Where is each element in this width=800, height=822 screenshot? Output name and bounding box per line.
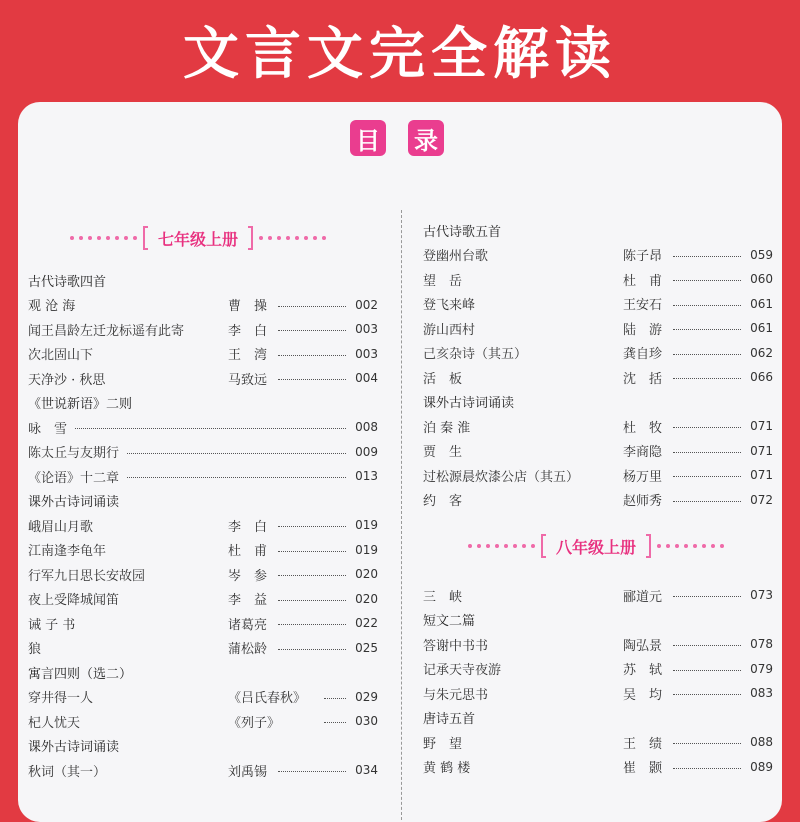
toc-entry[interactable]: [423, 292, 773, 316]
toc-entry[interactable]: [28, 587, 378, 611]
decor-dot: [322, 236, 326, 240]
toc-entry-page: 025: [355, 640, 378, 655]
toc-entry-page: 078: [750, 637, 773, 651]
dot-leader-decoration: [70, 236, 137, 240]
decor-dot: [286, 236, 290, 240]
dot-leader: [324, 722, 346, 723]
toc-entry[interactable]: [423, 267, 773, 291]
dot-leader: [278, 575, 346, 576]
toc-entry-title: 穿井得一人: [28, 691, 94, 706]
toc-entry[interactable]: [423, 316, 773, 340]
toc-section-heading: [423, 608, 773, 632]
dot-leader: [75, 428, 346, 429]
toc-entry-page: 029: [355, 689, 378, 704]
decor-dot: [70, 236, 74, 240]
toc-entry[interactable]: [28, 293, 378, 317]
toc-entry-author: 李 白: [228, 519, 268, 535]
bracket-right: [248, 226, 253, 250]
decor-dot: [79, 236, 83, 240]
toc-entry[interactable]: [423, 365, 773, 389]
toc-entry[interactable]: [423, 681, 773, 705]
toc-entry[interactable]: [28, 464, 378, 488]
toc-entry-title: 课外古诗词诵读: [28, 740, 120, 755]
decor-dot: [666, 544, 670, 548]
toc-entry-page: 073: [750, 588, 773, 602]
toc-entry[interactable]: [423, 414, 773, 438]
dot-leader: [673, 645, 741, 646]
toc-entry-author: 王安石: [623, 298, 663, 313]
toc-entry-title: 短文二篇: [423, 614, 476, 629]
decor-dot: [115, 236, 119, 240]
toc-entry-page: 004: [355, 371, 378, 385]
dot-leader: [278, 355, 346, 356]
toc-entry-page: 066: [750, 370, 773, 384]
toc-entry[interactable]: [28, 709, 378, 733]
toc-entry-title: 寓言四则（选二）: [28, 666, 133, 682]
toc-entry-author: 李商隐: [623, 445, 663, 460]
toc-entry-title: 三 峡: [423, 589, 463, 605]
toc-entry-page: 022: [355, 616, 378, 630]
toc-entry-title: 课外古诗词诵读: [423, 396, 515, 411]
dot-leader: [278, 771, 346, 772]
toc-entry-page: 061: [750, 321, 773, 335]
dot-leader: [673, 280, 741, 281]
toc-entry-title: 观 沧 海: [28, 299, 76, 314]
toc-entry-title: 野 望: [423, 736, 463, 752]
toc-entry-title: 答谢中书书: [423, 638, 489, 654]
toc-heading-char: 目: [350, 120, 386, 156]
toc-entry-author: 曹 操: [228, 299, 268, 314]
toc-entry-page: 019: [355, 518, 378, 532]
decor-dot: [486, 544, 490, 548]
dot-leader: [673, 596, 741, 597]
toc-entry-page: 002: [355, 297, 378, 312]
dot-leader: [278, 600, 346, 601]
toc-entry-page: 083: [750, 686, 773, 700]
dot-leader: [673, 743, 741, 744]
toc-entry-page: 013: [355, 469, 378, 483]
decor-dot: [477, 544, 481, 548]
toc-section-heading: [28, 660, 378, 684]
dot-leader: [673, 354, 741, 355]
grade-label: 八年级上册: [556, 537, 637, 557]
toc-entry-title: 夜上受降城闻笛: [28, 593, 120, 608]
decor-dot: [522, 544, 526, 548]
decor-dot: [720, 544, 724, 548]
toc-entry-author: 岑 参: [228, 568, 268, 584]
dot-leader-decoration: [259, 236, 326, 240]
dot-leader: [324, 698, 346, 699]
toc-entry-title: 约 客: [423, 494, 463, 509]
toc-entry-title: 黄 鹤 楼: [423, 761, 471, 776]
toc-entry-author: 陈子昂: [623, 249, 663, 264]
toc-entry-author: 陶弘景: [623, 638, 663, 654]
toc-entry-author: 杜 牧: [623, 420, 663, 436]
toc-entry-page: 034: [355, 763, 378, 777]
bracket-left: [541, 534, 546, 558]
toc-entry-title: 狼: [28, 642, 42, 657]
decor-dot: [295, 236, 299, 240]
toc-entry-title: 唐诗五首: [423, 712, 476, 727]
toc-entry-author: 蒲松龄: [228, 642, 268, 657]
dot-leader: [673, 694, 741, 695]
dot-leader-decoration: [657, 544, 724, 548]
dot-leader: [673, 768, 741, 769]
toc-entry[interactable]: [423, 583, 773, 607]
toc-entry-page: 003: [355, 322, 378, 336]
toc-entry-author: 李 益: [228, 593, 268, 608]
toc-entry-author: 郦道元: [623, 589, 663, 605]
toc-entry-title: 课外古诗词诵读: [28, 495, 120, 510]
decor-dot: [657, 544, 661, 548]
toc-section-heading: [423, 218, 773, 242]
toc-section-heading: [28, 489, 378, 513]
toc-entry-author: 马致远: [228, 372, 268, 388]
toc-entry-author: 苏 轼: [623, 663, 663, 678]
decor-dot: [711, 544, 715, 548]
toc-entry[interactable]: [28, 317, 378, 341]
dot-leader: [673, 670, 741, 671]
toc-entry[interactable]: [28, 366, 378, 390]
bracket-right: [646, 534, 651, 558]
toc-entry[interactable]: [423, 755, 773, 779]
grade-header-right: [468, 534, 724, 558]
toc-entry-author: 《吕氏春秋》: [228, 691, 307, 706]
toc-entry[interactable]: [28, 440, 378, 464]
toc-entry-author: 杨万里: [623, 469, 663, 485]
dot-leader: [673, 305, 741, 306]
decor-dot: [495, 544, 499, 548]
toc-entry-page: 020: [355, 591, 378, 606]
decor-dot: [304, 236, 308, 240]
toc-entry-title: 古代诗歌四首: [28, 274, 107, 290]
toc-entry-title: 次北固山下: [28, 348, 94, 363]
toc-entry-author: 吴 均: [623, 687, 663, 703]
decor-dot: [97, 236, 101, 240]
toc-entry-author: 崔 颢: [623, 761, 663, 776]
dot-leader: [278, 379, 346, 380]
toc-entry-author: 杜 甫: [623, 273, 663, 289]
decor-dot: [124, 236, 128, 240]
toc-entry-page: 019: [355, 542, 378, 557]
toc-section-heading: [423, 390, 773, 414]
dot-leader: [673, 378, 741, 379]
toc-entry-title: 与朱元思书: [423, 687, 489, 703]
decor-dot: [702, 544, 706, 548]
decor-dot: [513, 544, 517, 548]
dot-leader: [278, 624, 346, 625]
toc-entry[interactable]: [423, 341, 773, 365]
decor-dot: [277, 236, 281, 240]
dot-leader: [673, 452, 741, 453]
toc-entry-author: 《列子》: [228, 715, 281, 731]
toc-entry-title: 己亥杂诗（其五）: [423, 347, 528, 362]
toc-entry-title: 《世说新语》二则: [28, 397, 133, 412]
toc-section-heading: [28, 268, 378, 292]
decor-dot: [675, 544, 679, 548]
toc-entry-title: 记承天寺夜游: [423, 663, 502, 678]
decor-dot: [259, 236, 263, 240]
toc-entry-author: 王 绩: [623, 736, 663, 752]
banner: [0, 0, 800, 100]
decor-dot: [504, 544, 508, 548]
toc-entry-page: 072: [750, 492, 773, 507]
toc-card: [18, 102, 782, 822]
toc-entry-title: 泊 秦 淮: [423, 420, 471, 436]
decor-dot: [268, 236, 272, 240]
bracket-left: [143, 226, 148, 250]
toc-entry-page: 088: [750, 735, 773, 749]
toc-entry-page: 061: [750, 296, 773, 311]
dot-leader: [127, 453, 346, 454]
toc-entry-title: 诫 子 书: [28, 617, 76, 633]
toc-entry-title: 游山西村: [423, 322, 476, 338]
dot-leader: [673, 501, 741, 502]
banner-title: 文言文完全解读: [183, 22, 617, 87]
toc-entry-author: 杜 甫: [228, 544, 268, 559]
toc-entry-author: 龚自珍: [623, 347, 663, 362]
toc-entry-author: 王 湾: [228, 348, 268, 363]
grade-label: 七年级上册: [158, 229, 239, 249]
decor-dot: [313, 236, 317, 240]
toc-entry-title: 活 板: [423, 371, 463, 387]
toc-entry-title: 陈太丘与友期行: [28, 446, 120, 461]
toc-entry[interactable]: [28, 513, 378, 537]
toc-entry[interactable]: [423, 657, 773, 681]
toc-heading-char: 录: [408, 120, 444, 156]
toc-entry-page: 009: [355, 444, 378, 459]
toc-entry-title: 望 岳: [423, 273, 463, 289]
toc-entry-title: 过松源晨炊漆公店（其五）: [423, 469, 580, 485]
dot-leader: [278, 330, 346, 331]
dot-leader: [673, 329, 741, 330]
toc-entry-page: 003: [355, 346, 378, 361]
toc-entry-author: 沈 括: [623, 371, 663, 387]
dot-leader: [127, 477, 346, 478]
toc-entry[interactable]: [423, 463, 773, 487]
toc-entry-page: 071: [750, 468, 773, 482]
toc-entry[interactable]: [28, 685, 378, 709]
toc-section-heading: [423, 706, 773, 730]
toc-entry[interactable]: [28, 611, 378, 635]
toc-entry[interactable]: [28, 342, 378, 366]
toc-entry[interactable]: [28, 415, 378, 439]
toc-entry[interactable]: [423, 632, 773, 656]
decor-dot: [684, 544, 688, 548]
toc-entry-title: 江南逢李龟年: [28, 544, 107, 559]
toc-entry[interactable]: [28, 562, 378, 586]
dot-leader: [278, 306, 346, 307]
toc-entry-title: 闻王昌龄左迁龙标遥有此寄: [28, 323, 185, 339]
toc-entry-author: 诸葛亮: [228, 617, 268, 633]
decor-dot: [133, 236, 137, 240]
toc-entry[interactable]: [423, 488, 773, 512]
toc-entry-title: 天净沙 · 秋思: [28, 372, 106, 388]
toc-entry-title: 行军九日思长安故园: [28, 568, 146, 584]
toc-entry-page: 030: [355, 714, 378, 728]
toc-entry[interactable]: [423, 243, 773, 267]
toc-entry-author: 刘禹锡: [228, 764, 268, 780]
dot-leader: [673, 476, 741, 477]
toc-entry-title: 古代诗歌五首: [423, 224, 502, 240]
toc-entry-author: 陆 游: [623, 322, 663, 338]
toc-entry-title: 登飞来峰: [423, 298, 476, 313]
toc-entry-title: 贾 生: [423, 445, 463, 460]
dot-leader: [673, 256, 741, 257]
dot-leader: [278, 526, 346, 527]
column-divider: [401, 210, 402, 822]
decor-dot: [531, 544, 535, 548]
toc-entry-page: 089: [750, 759, 773, 774]
toc-entry-title: 咏 雪: [28, 421, 68, 437]
toc-entry[interactable]: [28, 636, 378, 660]
dot-leader: [278, 551, 346, 552]
dot-leader: [278, 649, 346, 650]
decor-dot: [693, 544, 697, 548]
toc-entry[interactable]: [423, 730, 773, 754]
decor-dot: [468, 544, 472, 548]
toc-entry-page: 020: [355, 567, 378, 581]
toc-entry[interactable]: [423, 439, 773, 463]
toc-entry-page: 062: [750, 345, 773, 360]
toc-entry-title: 登幽州台歌: [423, 249, 489, 264]
dot-leader-decoration: [468, 544, 535, 548]
toc-entry[interactable]: [28, 538, 378, 562]
toc-entry-page: 059: [750, 247, 773, 262]
toc-entry-title: 秋词（其一）: [28, 764, 107, 780]
decor-dot: [88, 236, 92, 240]
toc-section-heading: [28, 734, 378, 758]
toc-entry[interactable]: [28, 758, 378, 782]
toc-heading: [350, 120, 444, 156]
dot-leader: [673, 427, 741, 428]
decor-dot: [106, 236, 110, 240]
toc-entry-author: 赵师秀: [623, 494, 663, 509]
toc-entry-title: 峨眉山月歌: [28, 519, 94, 535]
toc-entry-page: 079: [750, 661, 773, 676]
toc-entry-author: 李 白: [228, 323, 268, 339]
grade-header-left: [70, 226, 326, 250]
toc-entry-page: 071: [750, 443, 773, 458]
toc-entry-page: 060: [750, 272, 773, 286]
toc-entry-page: 008: [355, 420, 378, 434]
toc-entry-title: 《论语》十二章: [28, 470, 120, 486]
toc-section-heading: [28, 391, 378, 415]
toc-entry-page: 071: [750, 419, 773, 433]
toc-entry-title: 杞人忧天: [28, 715, 81, 731]
